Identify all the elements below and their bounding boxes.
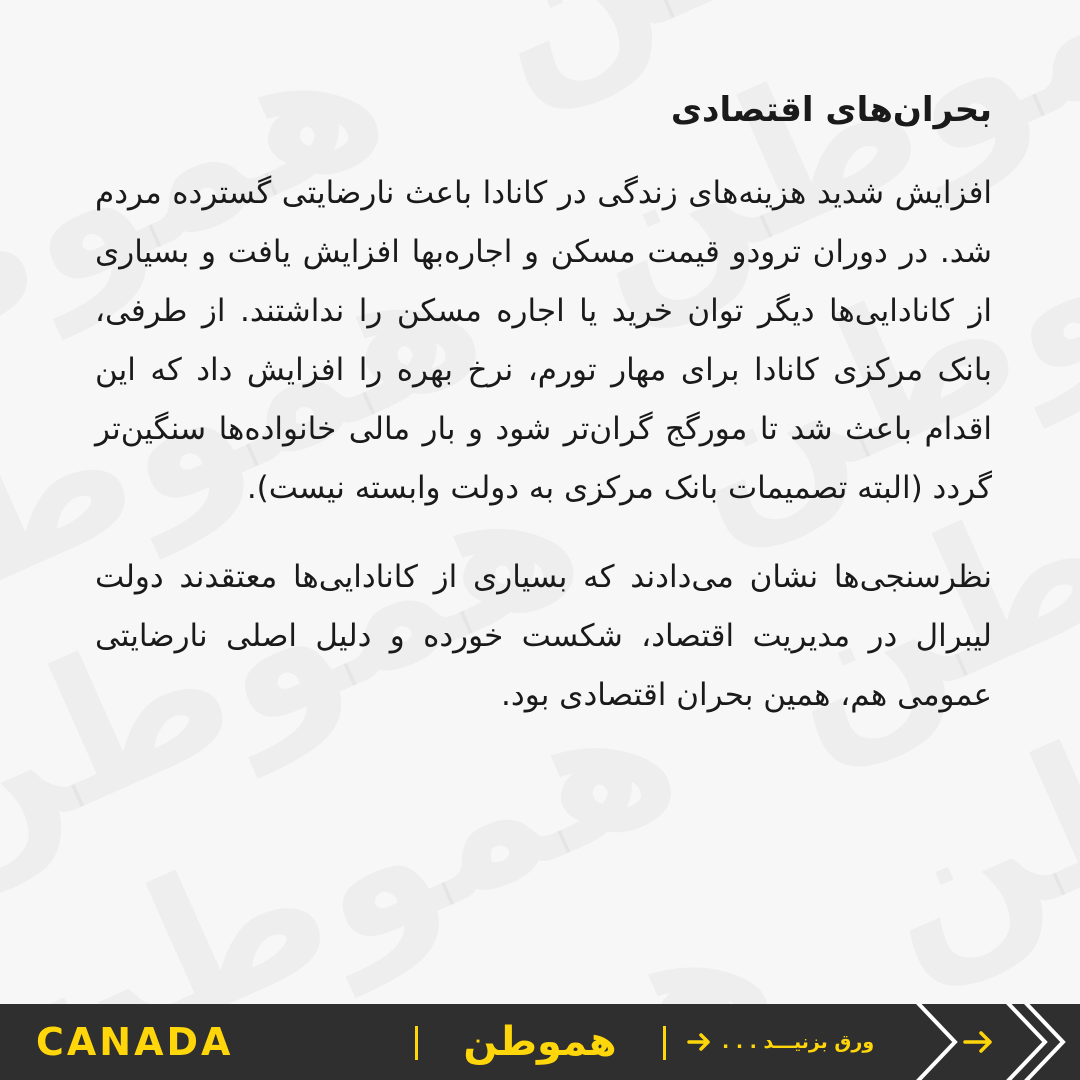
swipe-label: ورق بزنیـــد . . . xyxy=(722,1031,875,1053)
country-label: CANADA xyxy=(36,1020,234,1064)
chevron-right-icon[interactable] xyxy=(905,1004,1080,1080)
footer-bar xyxy=(0,1004,1080,1080)
footer-divider xyxy=(663,1026,666,1060)
section-title: بحران‌های اقتصادی xyxy=(670,90,992,130)
article-body xyxy=(95,70,992,755)
paragraph: افزایش شدید هزینه‌های زندگی در کانادا باعث نارضایتی گسترده مردم شد. در دوران ترودو قیمت مسکن و اجاره‌بها افزایش یافت و بسیاری از کانادایی‌ها دیگر توان خرید یا اجاره مسکن را نداشتند. از طرفی، بانک مرکزی کانادا برای مهار تورم، نرخ بهره را افزایش داد که این اقدام باعث شد تا مورگج گران‌تر شود و بار مالی خانواده‌ها سنگین‌تر گردد (البته تصمیمات بانک مرکزی به دولت وابسته نیست). xyxy=(95,175,992,506)
paragraph: نظرسنجی‌ها نشان می‌دادند که بسیاری از کانادایی‌ها معتقدند دولت لیبرال در مدیریت اقتصاد، شکست خورده و دلیل اصلی نارضایتی عمومی هم، همین بحران اقتصادی بود. xyxy=(95,559,992,713)
brand-logo: هموطن xyxy=(463,1019,617,1065)
arrow-right-icon xyxy=(686,1028,714,1056)
footer-divider xyxy=(415,1026,418,1060)
swipe-hint[interactable] xyxy=(686,1004,874,1080)
